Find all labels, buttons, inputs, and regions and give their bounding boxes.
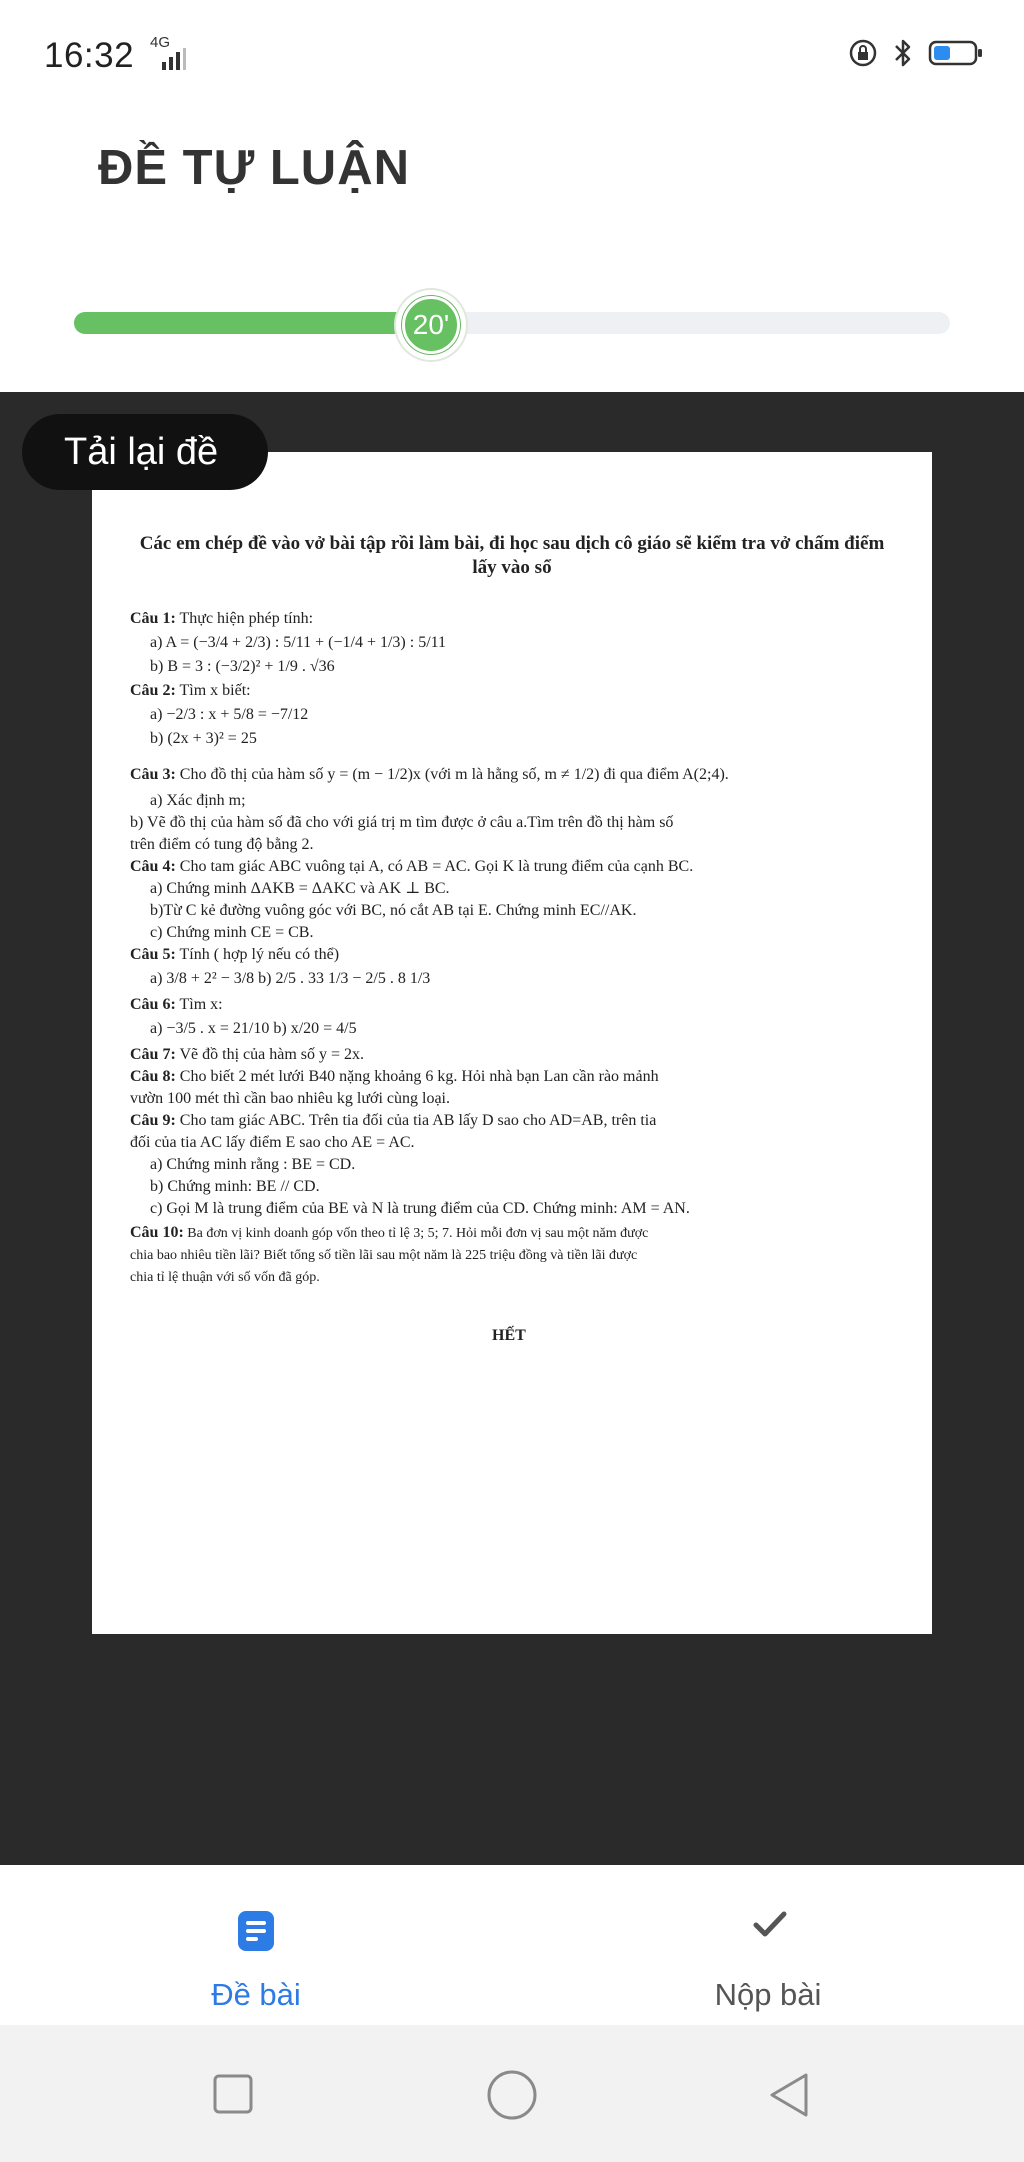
- paper-line: [150, 1178, 320, 1196]
- system-nav-bar: [0, 2025, 1024, 2162]
- paper-line: [130, 946, 339, 964]
- paper-line: [130, 1224, 648, 1243]
- paper-line: [130, 1134, 415, 1152]
- paper-line: [130, 766, 729, 784]
- paper-line: [130, 814, 673, 832]
- question-text: a) A = (−3/4 + 2/3) : 5/11 + (−1/4 + 1/3) : 5/11: [150, 634, 447, 651]
- paper-line: [150, 1020, 357, 1038]
- signal-icon: [160, 48, 188, 70]
- network-type: 4G: [150, 34, 171, 51]
- question-number: Câu 5:: [130, 946, 176, 963]
- question-text: b) (2x + 3)² = 25: [150, 730, 257, 747]
- paper-line: [150, 902, 636, 920]
- question-text: a) −3/5 . x = 21/10 b) x/20 = 4/5: [150, 1020, 357, 1037]
- paper-end: HẾT: [492, 1327, 526, 1344]
- paper-line: [150, 730, 257, 748]
- question-number: Câu 3:: [130, 766, 176, 783]
- timer-progress-fill: [74, 312, 433, 334]
- battery-icon: [928, 38, 984, 68]
- question-text: c) Chứng minh CE = CB.: [150, 924, 314, 941]
- tab-de-bai-label: Đề bài: [211, 1977, 301, 2012]
- status-bar: [0, 0, 1024, 110]
- page-title: ĐỀ TỰ LUẬN: [98, 141, 410, 195]
- question-text: Cho đồ thị của hàm số y = (m − 1/2)x (với m là hằng số, m ≠ 1/2) đi qua điểm A(2;4).: [175, 766, 729, 783]
- question-text: Cho biết 2 mét lưới B40 nặng khoảng 6 kg. Hỏi nhà bạn Lan cần rào mảnh: [175, 1068, 659, 1085]
- paper-line: [150, 706, 308, 724]
- question-text: a) Xác định m;: [150, 792, 246, 809]
- question-text: a) Chứng minh rằng : BE = CD.: [150, 1156, 356, 1173]
- timer-progress-track: [74, 312, 950, 334]
- question-text: chia tỉ lệ thuận với số vốn đã góp.: [130, 1270, 320, 1285]
- paper-line: [130, 1090, 450, 1108]
- question-text: a) 3/8 + 2² − 3/8 b) 2/5 . 33 1/3 − 2/5 . 8 1/3: [150, 970, 431, 987]
- question-text: chia bao nhiêu tiền lãi? Biết tổng số tiền lãi sau một năm là 225 triệu đồng và tiền lãi được: [130, 1248, 638, 1263]
- tab-nop-bai[interactable]: [512, 1865, 1024, 2025]
- status-icons: [848, 38, 984, 68]
- paper-line: [150, 792, 246, 810]
- bluetooth-icon: [892, 38, 914, 68]
- question-text: c) Gọi M là trung điểm của BE và N là trung điểm của CD. Chứng minh: AM = AN.: [150, 1200, 690, 1217]
- question-text: Tìm x:: [175, 996, 223, 1013]
- question-number: Câu 1:: [130, 610, 176, 627]
- question-text: vườn 100 mét thì cần bao nhiêu kg lưới cùng loại.: [130, 1090, 450, 1107]
- checkmark-icon: [752, 1909, 788, 1939]
- question-number: Câu 2:: [130, 682, 176, 699]
- question-number: Câu 8:: [130, 1068, 176, 1085]
- question-text: b) Chứng minh: BE // CD.: [150, 1178, 320, 1195]
- exam-paper: [92, 452, 932, 1634]
- alarm-lock-icon: [848, 38, 878, 68]
- paper-line: [130, 996, 223, 1014]
- tab-nop-bai-label: Nộp bài: [714, 1977, 822, 2012]
- paper-line: [130, 610, 313, 628]
- paper-line: [130, 1068, 659, 1086]
- paper-line: [130, 682, 251, 700]
- question-text: b) Vẽ đồ thị của hàm số đã cho với giá trị m tìm được ở câu a.Tìm trên đồ thị hàm số: [130, 814, 674, 831]
- paper-line: [150, 970, 430, 988]
- recent-apps-icon[interactable]: [212, 2073, 254, 2115]
- question-text: a) Chứng minh ΔAKB = ΔAKC và AK ⊥ BC.: [150, 880, 450, 897]
- question-text: b) B = 3 : (−3/2)² + 1/9 . √36: [150, 658, 335, 675]
- question-text: Ba đơn vị kinh doanh góp vốn theo tỉ lệ 3; 5; 7. Hỏi mỗi đơn vị sau một năm được: [183, 1226, 649, 1241]
- timer-knob: [396, 290, 466, 360]
- reload-exam-button[interactable]: Tải lại đề: [22, 414, 268, 490]
- document-icon: [236, 1909, 276, 1953]
- question-text: trên điểm có tung độ bằng 2.: [130, 836, 314, 853]
- question-number: Câu 6:: [130, 996, 176, 1013]
- question-text: Cho tam giác ABC. Trên tia đối của tia AB lấy D sao cho AD=AB, trên tia: [175, 1112, 657, 1129]
- question-number: Câu 4:: [130, 858, 176, 875]
- question-text: b)Từ C kẻ đường vuông góc với BC, nó cắt AB tại E. Chứng minh EC//AK.: [150, 902, 637, 919]
- question-text: Cho tam giác ABC vuông tại A, có AB = AC. Gọi K là trung điểm của cạnh BC.: [175, 858, 694, 875]
- paper-line: [130, 858, 693, 876]
- paper-line: [150, 1156, 355, 1174]
- paper-line: [150, 1200, 690, 1218]
- question-text: Vẽ đồ thị của hàm số y = 2x.: [175, 1046, 365, 1063]
- paper-heading: Các em chép đề vào vở bài tập rồi làm bài, đi học sau dịch cô giáo sẽ kiểm tra vở chấm điểm lấy vào sổ: [139, 533, 885, 578]
- paper-line: [130, 1046, 364, 1064]
- paper-line: [130, 1268, 320, 1287]
- paper-line: [130, 1112, 656, 1130]
- status-time: 16:32: [44, 36, 135, 75]
- question-text: Tìm x biết:: [175, 682, 251, 699]
- bottom-nav: [0, 1865, 1024, 2025]
- paper-line: [130, 836, 314, 854]
- home-icon[interactable]: [486, 2069, 538, 2121]
- question-number: Câu 9:: [130, 1112, 176, 1129]
- question-number: Câu 7:: [130, 1046, 176, 1063]
- timer-label: 20': [402, 296, 460, 354]
- back-icon[interactable]: [766, 2071, 812, 2119]
- question-number: Câu 10:: [130, 1224, 184, 1241]
- question-text: Thực hiện phép tính:: [175, 610, 314, 627]
- question-text: a) −2/3 : x + 5/8 = −7/12: [150, 706, 309, 723]
- paper-line: [150, 880, 450, 898]
- question-text: Tính ( hợp lý nếu có thể): [175, 946, 340, 963]
- tab-de-bai[interactable]: [0, 1865, 512, 2025]
- paper-line: [150, 924, 313, 942]
- question-text: đối của tia AC lấy điểm E sao cho AE = AC.: [130, 1134, 415, 1151]
- paper-line: [150, 658, 335, 676]
- paper-line: [130, 1246, 637, 1265]
- paper-line: [150, 634, 446, 652]
